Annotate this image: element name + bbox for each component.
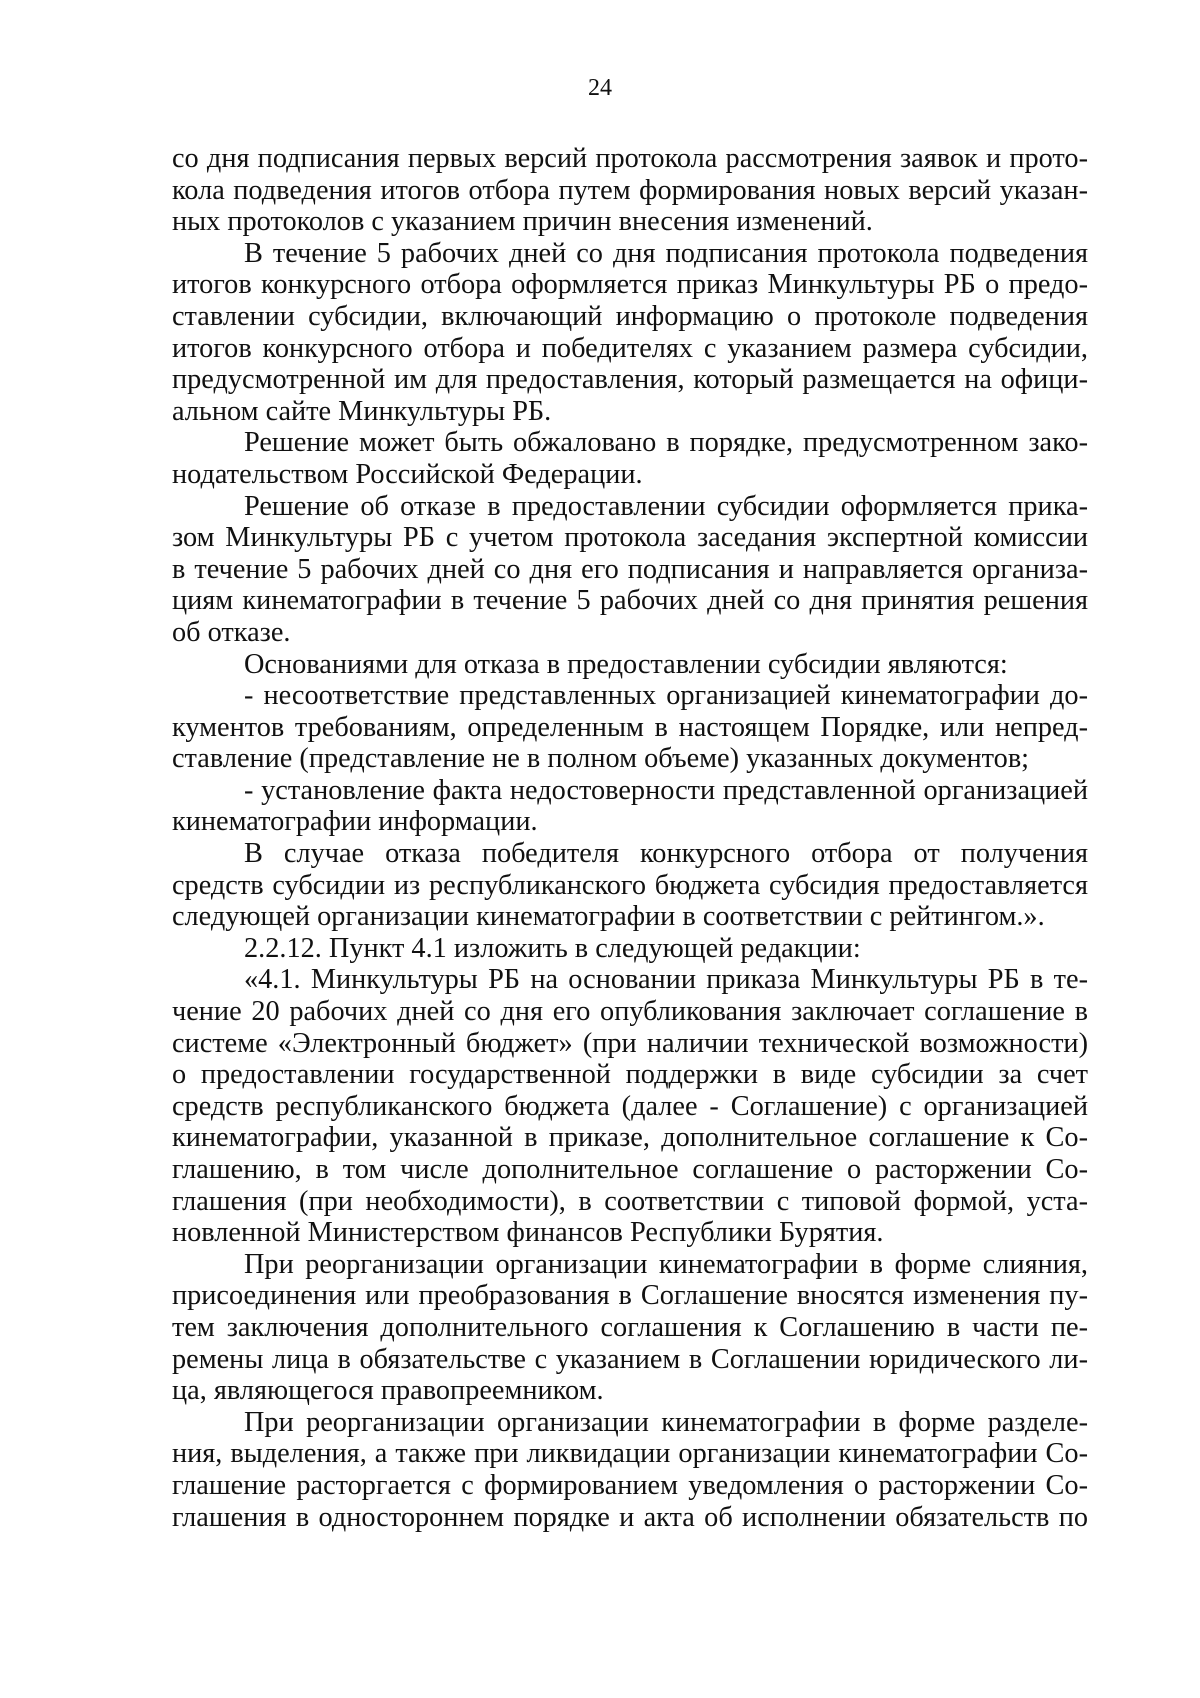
document-body <box>172 143 1088 1533</box>
text-line: ремены лица в обязательстве с указанием в Соглашении юридического ли- <box>172 1343 1088 1375</box>
text-line: присоединения или преобразования в Соглашение вносятся изменения пу- <box>172 1280 1088 1312</box>
text-line: следующей организации кинематографии в соответствии с рейтингом.». <box>172 901 1045 933</box>
text-line: Решение может быть обжаловано в порядке, предусмотренном зако- <box>244 427 1088 459</box>
text-line: В течение 5 рабочих дней со дня подписания протокола подведения <box>244 237 1088 269</box>
text-line: кинематографии, указанной в приказе, дополнительное соглашение к Со- <box>172 1122 1088 1154</box>
text-line: итогов конкурсного отбора оформляется приказ Минкультуры РБ о предо- <box>172 269 1088 301</box>
text-line: При реорганизации организации кинематографии в форме слияния, <box>244 1248 1088 1280</box>
page-number: 24 <box>588 75 612 101</box>
text-line: новленной Министерством финансов Республики Бурятия. <box>172 1217 884 1249</box>
text-line: средств республиканского бюджета (далее - Соглашение) с организацией <box>172 1090 1088 1122</box>
text-line: глашения (при необходимости), в соответствии с типовой формой, уста- <box>172 1185 1088 1217</box>
text-line: При реорганизации организации кинематографии в форме разделе- <box>244 1406 1088 1438</box>
text-line: глашению, в том числе дополнительное соглашение о расторжении Со- <box>172 1154 1088 1185</box>
text-line: 2.2.12. Пункт 4.1 изложить в следующей редакции: <box>244 932 861 964</box>
text-line: ца, являющегося правопреемником. <box>172 1375 604 1407</box>
text-line: кументов требованиям, определенным в настоящем Порядке, или непред- <box>172 711 1088 743</box>
text-line: средств субсидии из республиканского бюджета субсидия предоставляется <box>172 869 1088 901</box>
text-line: В случае отказа победителя конкурсного отбора от получения <box>244 838 1088 870</box>
text-line: глашения в одностороннем порядке и акта об исполнении обязательств по <box>172 1501 1088 1533</box>
text-line: Основаниями для отказа в предоставлении субсидии являются: <box>244 648 1008 680</box>
text-line: о предоставлении государственной поддержки в виде субсидии за счет <box>172 1059 1088 1091</box>
text-line: ставлении субсидии, включающий информацию о протоколе подведения <box>172 300 1088 332</box>
text-line: Решение об отказе в предоставлении субсидии оформляется прика- <box>244 490 1088 522</box>
text-line: кола подведения итогов отбора путем формирования новых версий указан- <box>172 174 1088 206</box>
text-line: нодательством Российской Федерации. <box>172 458 643 490</box>
text-line: системе «Электронный бюджет» (при наличии технической возможности) <box>172 1027 1088 1059</box>
text-line: «4.1. Минкультуры РБ на основании приказа Минкультуры РБ в те- <box>244 964 1088 996</box>
text-line: - установление факта недостоверности представленной организацией <box>244 774 1088 806</box>
text-line: циям кинематографии в течение 5 рабочих дней со дня принятия решения <box>172 585 1088 617</box>
text-line: альном сайте Минкультуры РБ. <box>172 395 552 427</box>
text-line: в течение 5 рабочих дней со дня его подписания и направляется организа- <box>172 553 1088 585</box>
text-line: со дня подписания первых версий протокола рассмотрения заявок и прото- <box>172 143 1088 174</box>
text-line: об отказе. <box>172 616 291 648</box>
text-line: чение 20 рабочих дней со дня его опубликования заключает соглашение в <box>172 996 1088 1028</box>
text-line: ных протоколов с указанием причин внесения изменений. <box>172 206 873 238</box>
text-line: кинематографии информации. <box>172 806 538 838</box>
text-line: глашение расторгается с формированием уведомления о расторжении Со- <box>172 1469 1088 1501</box>
text-line: итогов конкурсного отбора и победителях с указанием размера субсидии, <box>172 332 1088 364</box>
text-line: ния, выделения, а также при ликвидации организации кинематографии Со- <box>172 1438 1088 1470</box>
text-line: - несоответствие представленных организацией кинематографии до- <box>244 680 1088 712</box>
text-line: ставление (представление не в полном объеме) указанных документов; <box>172 743 1030 775</box>
text-line: зом Минкультуры РБ с учетом протокола заседания экспертной комиссии <box>172 522 1088 554</box>
text-line: тем заключения дополнительного соглашения к Соглашению в части пе- <box>172 1311 1088 1343</box>
text-line: предусмотренной им для предоставления, который размещается на офици- <box>172 364 1088 396</box>
